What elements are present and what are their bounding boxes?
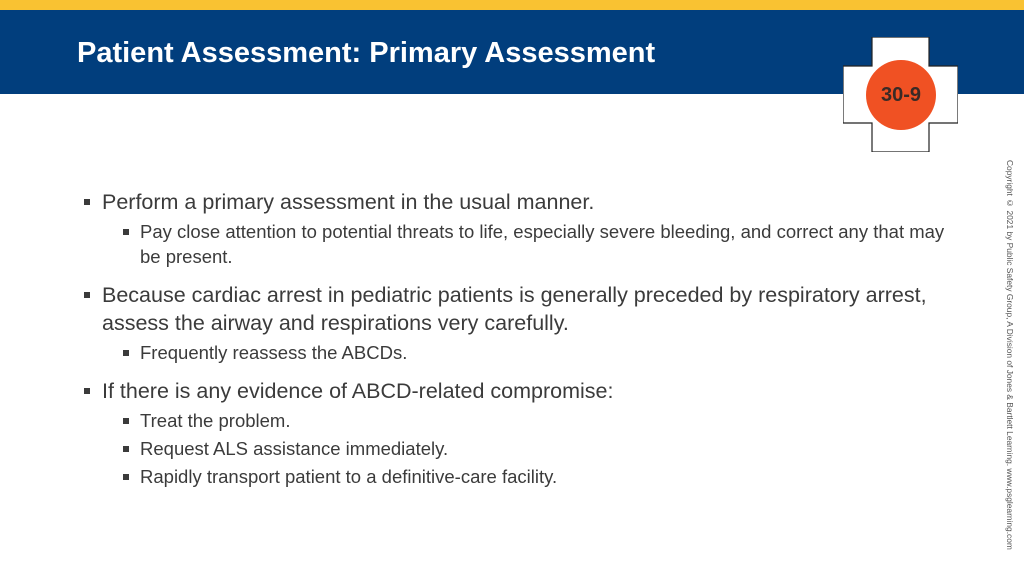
sub-bullet-item: Frequently reassess the ABCDs. (84, 340, 964, 365)
bullet-list (84, 188, 964, 489)
slide-number-badge: 30-9 (866, 60, 936, 130)
slide-title: Patient Assessment: Primary Assessment (77, 37, 656, 69)
sub-bullet-item: Rapidly transport patient to a definitive-care facility. (84, 464, 964, 489)
sub-bullet-item: Treat the problem. (84, 408, 964, 433)
sub-bullet-item: Request ALS assistance immediately. (84, 436, 964, 461)
sub-bullet-item: Pay close attention to potential threats to life, especially severe bleeding, and correct any that may be present. (84, 219, 964, 269)
top-accent-stripe (0, 0, 1024, 10)
copyright-notice: Copyright © 2021 by Public Safety Group, A Division of Jones & Bartlett Learning. www.psglearning.com (1005, 160, 1015, 550)
bullet-item: If there is any evidence of ABCD-related compromise: (84, 377, 964, 405)
bullet-item: Perform a primary assessment in the usual manner. (84, 188, 964, 216)
bullet-item: Because cardiac arrest in pediatric patients is generally preceded by respiratory arrest, assess the airway and respirations very carefully. (84, 281, 964, 337)
